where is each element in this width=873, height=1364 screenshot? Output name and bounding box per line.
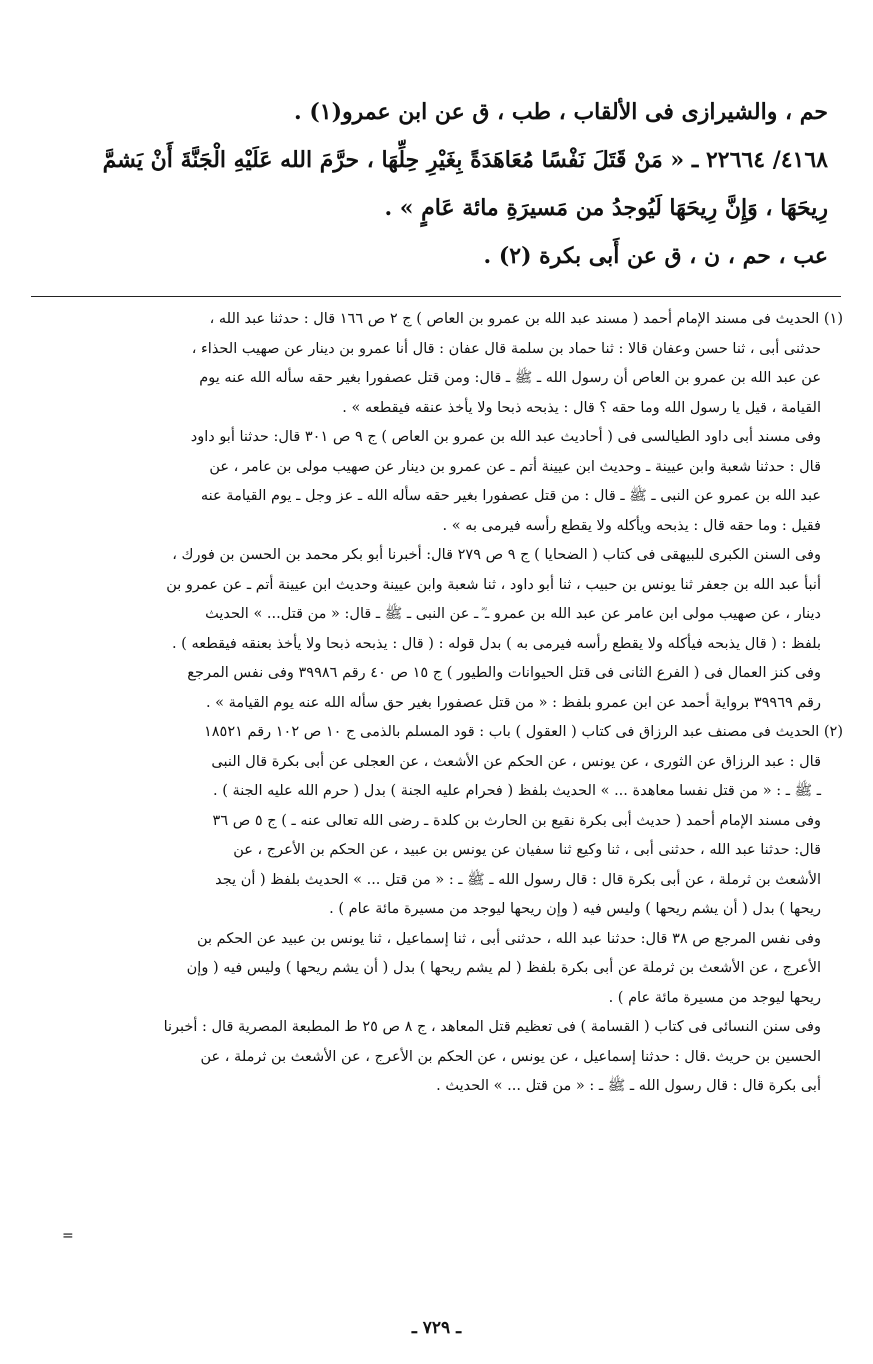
footnote-line: وفى مسند أبى داود الطيالسى فى ( أحاديث عبد الله بن عمرو بن العاص ) ج ٩ ص ٣٠١ قال: حدثنا أبو داود bbox=[190, 429, 821, 445]
footnote-line: الحسين بن حريث .قال : حدثنا إسماعيل ، عن يونس ، عن الحكم بن الأعرج ، عن الأشعث بن ثرملة ، عن bbox=[200, 1048, 821, 1065]
footnote-line: وفى كنز العمال فى ( الفرع الثانى فى قتل الحيوانات والطيور ) ج ١٥ ص ٤٠ رقم ٣٩٩٨٦ وفى نفس المرجع bbox=[187, 665, 821, 681]
footnote-line: (١) الحديث فى مسند الإمام أحمد ( مسند عبد الله بن عمرو بن العاص ) ج ٢ ص ١٦٦ قال : حدثنا عبد الله ، bbox=[209, 311, 843, 327]
footnote-line: ـ ﷺ ـ : « من قتل نفسا معاهدة ... » الحديث بلفظ ( فحرام عليه الجنة ) بدل ( حرم الله عليه الجنة ) . bbox=[213, 783, 821, 799]
footnote-line: ريحها ) بدل ( أن يشم ريحها ) وليس فيه ( وإن ريحها ليوجد من مسيرة مائة عام ) . bbox=[329, 901, 821, 917]
footnote-line: ريحها ليوجد من مسيرة مائة عام ) . bbox=[608, 989, 821, 1006]
continuation-mark: = bbox=[62, 1228, 74, 1244]
footnote-line: فقيل : وما حقه قال : يذبحه ويأكله ولا يقطع رأسه فيرمى به » . bbox=[442, 517, 821, 534]
main-line: ٤١٦٨/ ٢٢٦٦٤ ـ « مَنْ قَتَلَ نَفْسًا مُعَاهَدَةً بِغَيْرِ حِلِّهَا ، حرَّمَ الله عَلَيْهِ الْجَنَّةَ أَنْ يَشمَّ bbox=[102, 147, 828, 173]
hadith-main-text bbox=[40, 88, 828, 280]
footnote-line: (٢) الحديث فى مصنف عبد الرزاق فى كتاب ( العقول ) باب : قود المسلم بالذمى ج ١٠ ص ١٠٢ رقم ١٨٥٢١ bbox=[203, 724, 843, 740]
page-number: ـ ٧٢٩ ـ bbox=[411, 1318, 462, 1338]
footnote-line: أنبأ عبد الله بن جعفر ثنا يونس بن حبيب ، ثنا أبو داود ، ثنا شعبة وابن عيينة وحديث ابن عيينة أتم ـ عن عمرو بن bbox=[166, 576, 821, 593]
footnote-line: وفى سنن النسائى فى كتاب ( القسامة ) فى تعظيم قتل المعاهد ، ج ٨ ص ٢٥ ط المطبعة المصرية قال : أخبرنا bbox=[163, 1019, 821, 1035]
footnote-line: بلفظ : ( قال يذبحه فيأكله ولا يقطع رأسه فيرمى به ) بدل قوله : ( قال : يذبحه ذبحا ولا يأخذ بعنقه فيقطعه ) . bbox=[171, 635, 821, 652]
main-line: حم ، والشيرازى فى الألقاب ، طب ، ق عن ابن عمرو(١) . bbox=[294, 99, 828, 125]
footnote-line: وفى السنن الكبرى للبيهقى فى كتاب ( الضحايا ) ج ٩ ص ٢٧٩ قال: أخبرنا أبو بكر محمد بن الحسن بن فورك ، bbox=[172, 547, 821, 563]
footnote-line: دينار ، عن صهيب مولى ابن عامر عن عبد الله بن عمرو ـ ؓ ـ عن النبى ـ ﷺ ـ قال: « من قتل... » الحديث bbox=[205, 606, 821, 622]
footnote-line: الأعرج ، عن الأشعث بن ثرملة عن أبى بكرة بلفظ ( لم يشم ريحها ) بدل ( أن يشم ريحها ) وليس فيه ( وإن bbox=[186, 960, 821, 976]
main-line: عب ، حم ، ن ، ق عن أَبى بكرة (٢) . bbox=[483, 243, 828, 269]
footnote-line: الأشعث بن ثرملة ، عن أبى بكرة قال : قال رسول الله ـ ﷺ ـ : « من قتل ... » الحديث بلفظ ( أن يجد bbox=[215, 871, 821, 888]
footnote-line: عبد الله بن عمرو عن النبى ـ ﷺ ـ قال : من قتل عصفورا بغير حقه سأله الله ـ عز وجل ـ يوم القيامة عنه bbox=[200, 488, 821, 504]
footnote-line: قال : عبد الرزاق عن الثورى ، عن يونس ، عن الحكم عن الأشعث ، عن العجلى عن أبى بكرة قال النبى bbox=[211, 753, 821, 770]
footnote-line: وفى مسند الإمام أحمد ( حديث أبى بكرة نقيع بن الحارث بن كلدة ـ رضى الله تعالى عنه ـ ) ج ٥ ص ٣٦ bbox=[212, 812, 821, 829]
footnote-line: عن عبد الله بن عمرو بن العاص أن رسول الله ـ ﷺ ـ قال: ومن قتل عصفورا بغير حقه سأله الله عنه يوم bbox=[199, 370, 821, 386]
footnote-line: قال : حدثنا شعبة وابن عيينة ـ وحديث ابن عيينة أتم ـ عن عمرو بن دينار عن صهيب مولى بن عامر ، عن bbox=[209, 458, 821, 475]
footnote-line: رقم ٣٩٩٦٩ برواية أحمد عن ابن عمرو بلفظ : « من قتل عصفورا بغير حق سأله الله عنه يوم القيامة » . bbox=[205, 694, 821, 711]
footnote-line: وفى نفس المرجع ص ٣٨ قال: حدثنا عبد الله ، حدثنى أبى ، ثنا إسماعيل ، ثنا يونس بن عبيد عن الحكم بن bbox=[196, 930, 821, 947]
footnotes bbox=[30, 305, 843, 1102]
main-line: رِيحَهَا ، وَإِنَّ رِيحَهَا لَيُوجدُ من مَسيرَةِ مائة عَامٍ » . bbox=[384, 195, 828, 221]
footnote-line: أبى بكرة قال : قال رسول الله ـ ﷺ ـ : « من قتل ... » الحديث . bbox=[436, 1078, 821, 1094]
footnote-line: قال: حدثنا عبد الله ، حدثنى أبى ، ثنا وكيع ثنا سفيان عن يونس بن عبيد ، عن الحكم بن الأعرج ، عن bbox=[233, 842, 821, 858]
footnote-divider bbox=[31, 296, 841, 297]
footnote-line: حدثنى أبى ، ثنا حسن وعفان قالا : ثنا حماد بن سلمة قال عفان : قال أنا عمرو بن دينار عن صهيب الحذاء ، bbox=[191, 340, 821, 357]
footnote-line: القيامة ، قيل يا رسول الله وما حقه ؟ قال : يذبحه ذبحا ولا يأخذ عنقه فيقطعه » . bbox=[342, 399, 821, 416]
